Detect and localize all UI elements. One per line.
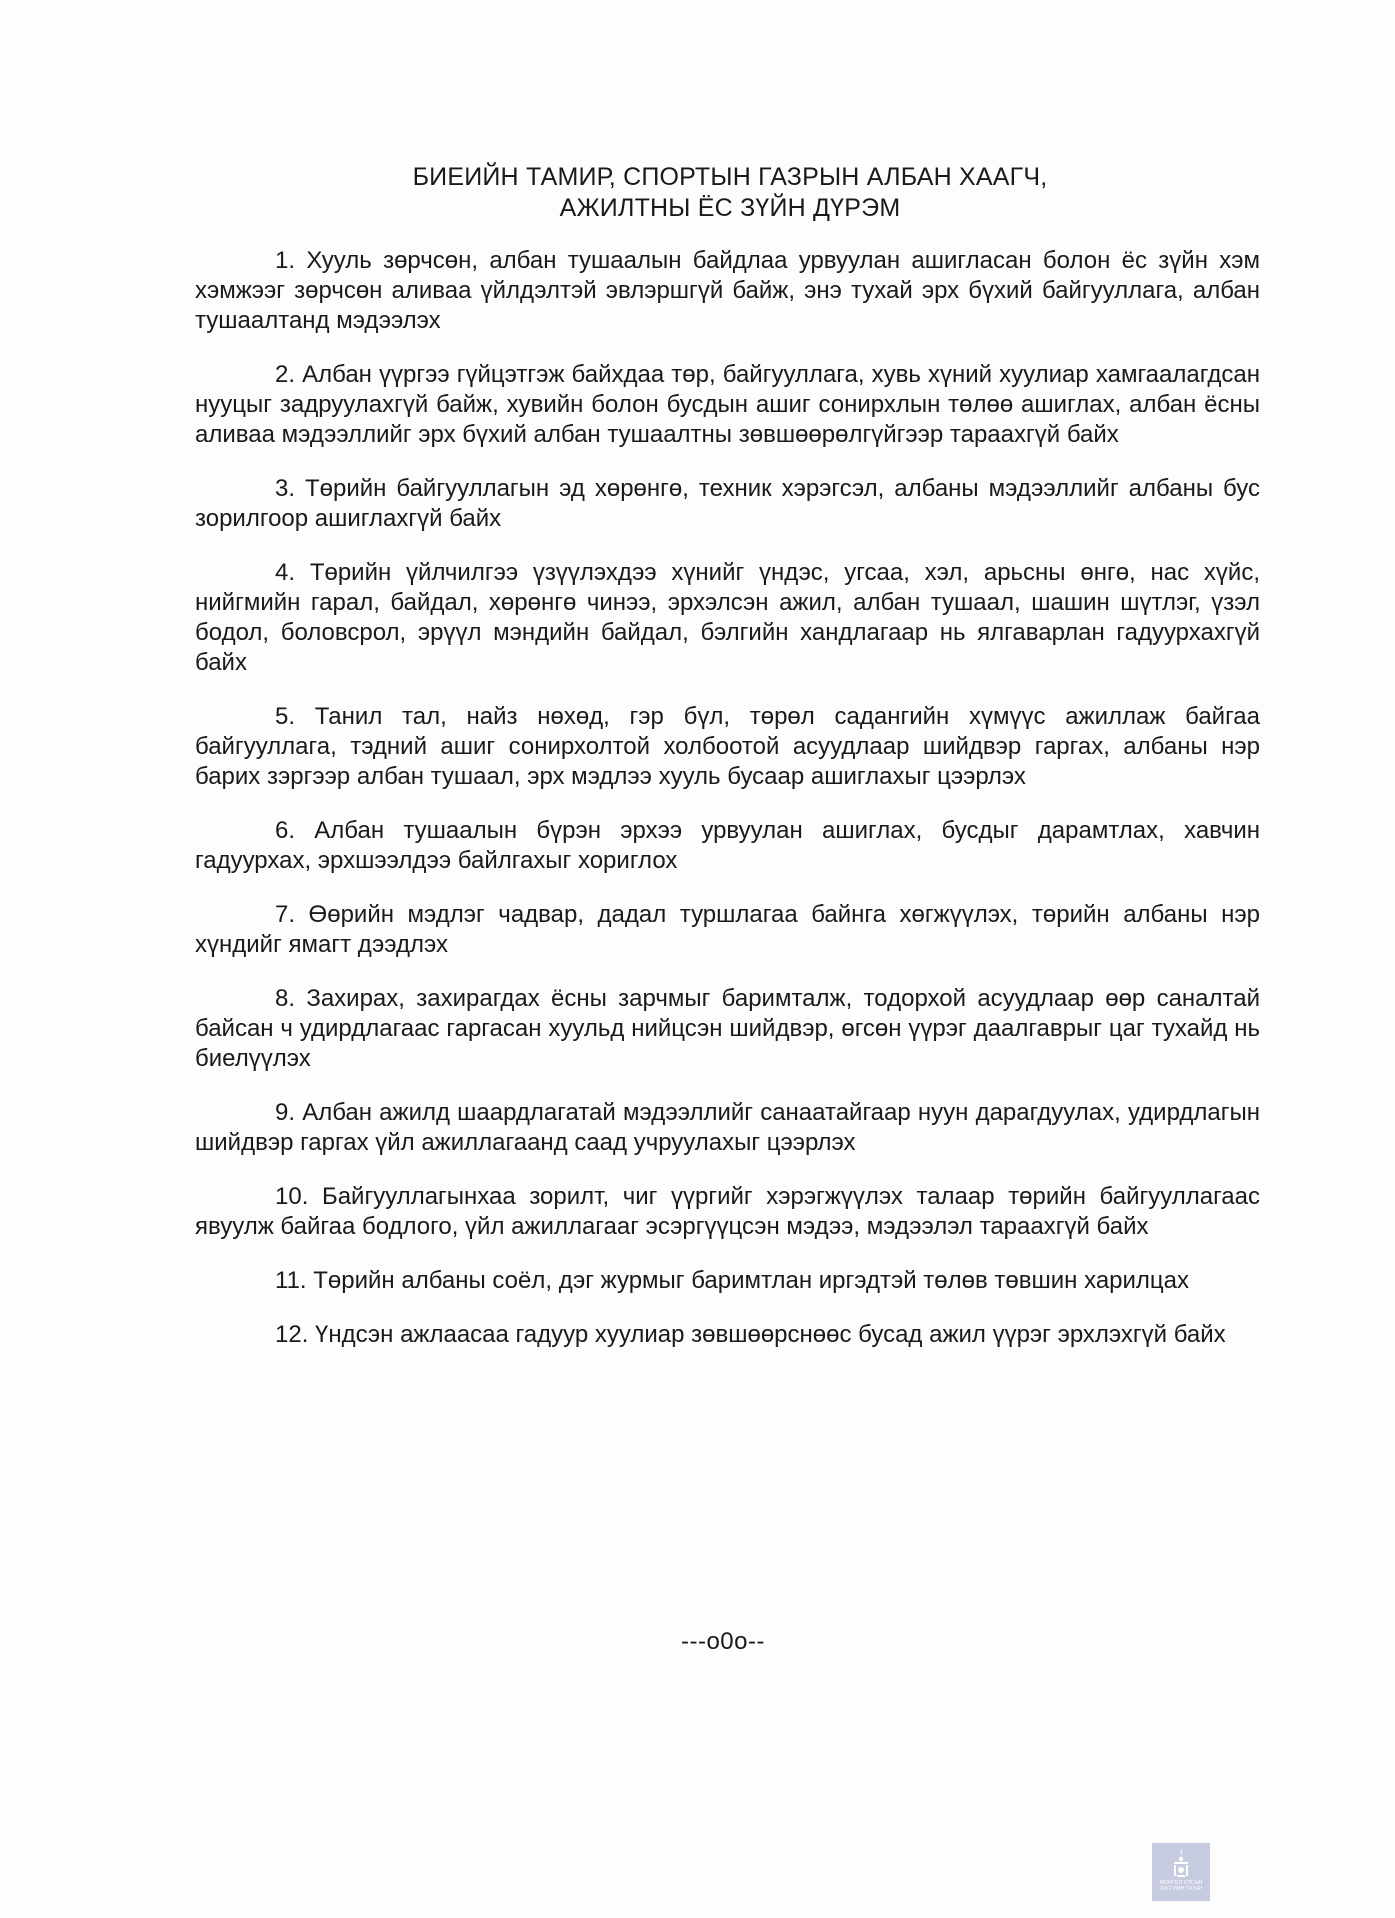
rule-item-1: 1. Хууль зөрчсөн, албан тушаалын байдлаа урвуулан ашигласан болон ёс зүйн хэм хэмжээг зөрчсөн аливаа үйлдэлтэй эвлэршгүй байж, энэ тухай эрх бүхий байгууллага, албан тушаалтанд мэдээлэх bbox=[195, 247, 1260, 334]
emblem-label: МОНГОЛ УЛСЫН ЗАСГИЙН ГАЗАР bbox=[1159, 1880, 1203, 1892]
rule-item-9: 9. Албан ажилд шаардлагатай мэдээллийг санаатайгаар нуун дарагдуулах, удирдлагын шийдвэр гаргах үйл ажиллагаанд саад учруулахыг цээрлэх bbox=[195, 1099, 1260, 1156]
rule-item-3: 3. Төрийн байгууллагын эд хөрөнгө, техник хэрэгсэл, албаны мэдээллийг албаны бус зорилгоор ашиглахгүй байх bbox=[195, 475, 1260, 532]
title-line-2: АЖИЛТНЫ ЁС ЗҮЙН ДҮРЭМ bbox=[559, 194, 901, 222]
rule-item-8: 8. Захирах, захирагдах ёсны зарчмыг баримталж, тодорхой асуудлаар өөр саналтай байсан ч удирдлагаас гаргасан хуульд нийцсэн шийдвэр, өгсөн үүрэг даалгаврыг цаг тухайд нь биелүүлэх bbox=[195, 985, 1260, 1072]
rule-item-12: 12. Үндсэн ажлаасаа гадуур хуулиар зөвшөөрснөөс бусад ажил үүрэг эрхлэхгүй байх bbox=[275, 1321, 1226, 1348]
rule-item-11: 11. Төрийн албаны соёл, дэг журмыг баримтлан иргэдтэй төлөв төвшин харилцах bbox=[275, 1267, 1190, 1294]
rule-item-7: 7. Өөрийн мэдлэг чадвар, дадал туршлагаа байнга хөгжүүлэх, төрийн албаны нэр хүндийг ямагт дээдлэх bbox=[195, 901, 1260, 958]
soyombo-icon bbox=[1168, 1848, 1194, 1878]
rule-item-2: 2. Албан үүргээ гүйцэтгэж байхдаа төр, байгууллага, хувь хүний хуулиар хамгаалагдсан нууцыг задруулахгүй байж, хувийн болон бусдын ашиг сонирхлын төлөө ашиглах, албан ёсны аливаа мэдээллийг эрх бүхий албан тушаалтны зөвшөөрөлгүйгээр тараахгүй байх bbox=[195, 361, 1260, 448]
document-title bbox=[330, 162, 1130, 224]
title-line-1: БИЕИЙН ТАМИР, СПОРТЫН ГАЗРЫН АЛБАН ХААГЧ, bbox=[412, 163, 1048, 191]
rule-item-6: 6. Албан тушаалын бүрэн эрхээ урвуулан ашиглах, бусдыг дарамтлах, хавчин гадуурхах, эрхшээлдээ байлгахыг хориглох bbox=[195, 817, 1260, 874]
rule-item-4: 4. Төрийн үйлчилгээ үзүүлэхдээ хүнийг үндэс, угсаа, хэл, арьсны өнгө, нас хүйс, нийгмийн гарал, байдал, хөрөнгө чинээ, эрхэлсэн ажил, албан тушаал, шашин шүтлэг, үзэл бодол, боловсрол, эрүүл мэндийн байдал, бэлгийн хандлагаар нь ялгаварлан гадуурхахгүй байх bbox=[195, 559, 1260, 676]
government-emblem-logo bbox=[1152, 1843, 1210, 1901]
rule-item-10: 10. Байгууллагынхаа зорилт, чиг үүргийг хэрэгжүүлэх талаар төрийн байгууллагаас явуулж байгаа бодлого, үйл ажиллагааг эсэргүүцсэн мэдээ, мэдээлэл тараахгүй байх bbox=[195, 1183, 1260, 1240]
end-mark: ---o0o-- bbox=[680, 1628, 765, 1655]
rules-list bbox=[195, 246, 1260, 1350]
rule-item-5: 5. Танил тал, найз нөхөд, гэр бүл, төрөл садангийн хүмүүс ажиллаж байгаа байгууллага, тэдний ашиг сонирхолтой холбоотой асуудлаар шийдвэр гаргах, албаны нэр барих зэргээр албан тушаал, эрх мэдлээ хууль бусаар ашиглахыг цээрлэх bbox=[195, 703, 1260, 790]
